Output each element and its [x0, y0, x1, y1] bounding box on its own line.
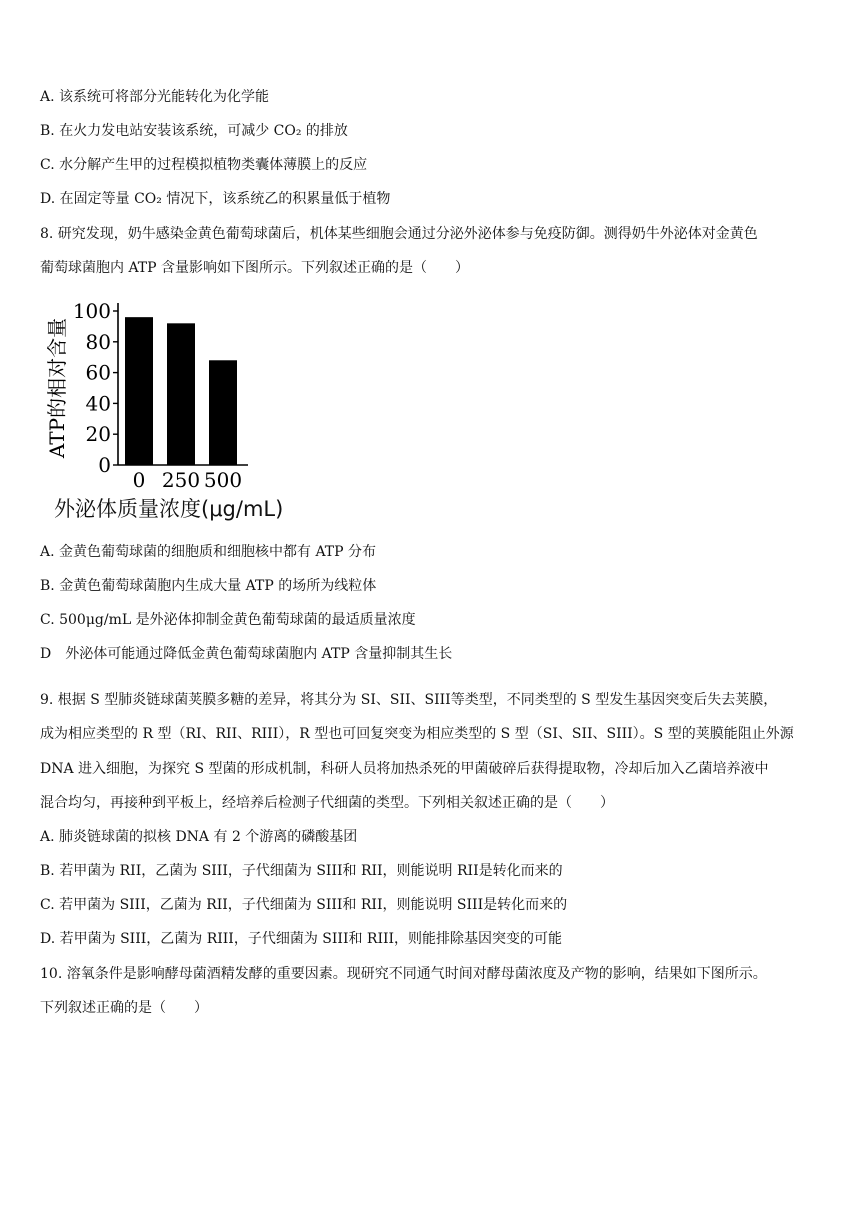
chart-bar-2	[209, 360, 237, 465]
chart-y-tick-label-2: 40	[85, 391, 111, 416]
q10-stem-line1: 10. 溶氧条件是影响酵母菌酒精发酵的重要因素。现研究不同通气时间对酵母菌浓度及产物的影响，结果如下图所示。	[40, 966, 767, 982]
q8-stem-line1: 8. 研究发现，奶牛感染金黄色葡萄球菌后，机体某些细胞会通过分泌外泌体参与免疫防御。测得奶牛外泌体对金黄色	[40, 226, 758, 242]
q9-option-b: B. 若甲菌为 RII，乙菌为 SIII，子代细菌为 SIII和 RII，则能说明 RII是转化而来的	[40, 863, 563, 879]
chart-bar-0	[125, 317, 153, 465]
q9-option-c: C. 若甲菌为 SIII，乙菌为 RII，子代细菌为 SIII和 RII，则能说明 SIII是转化而来的	[40, 897, 568, 913]
q8-option-d: D 外泌体可能通过降低金黄色葡萄球菌胞内 ATP 含量抑制其生长	[40, 646, 453, 662]
q9-stem-line3: DNA 进入细胞，为探究 S 型菌的形成机制，科研人员将加热杀死的甲菌破碎后获得提取物，冷却后加入乙菌培养液中	[40, 761, 769, 777]
chart-y-tick-label-1: 20	[85, 422, 111, 447]
q7-option-c: C. 水分解产生甲的过程模拟植物类囊体薄膜上的反应	[40, 157, 368, 173]
q7-option-a: A. 该系统可将部分光能转化为化学能	[40, 89, 270, 105]
chart-y-tick-label-4: 80	[85, 329, 111, 354]
chart-y-tick-label-0: 0	[98, 453, 111, 477]
q8-stem-line2: 葡萄球菌胞内 ATP 含量影响如下图所示。下列叙述正确的是（ ）	[40, 260, 470, 276]
chart-x-tick-label-1: 250	[161, 468, 201, 492]
q9-stem-line2: 成为相应类型的 R 型（RI、RII、RIII），R 型也可回复突变为相应类型的 S 型（SI、SII、SIII）。S 型的荚膜能阻止外源	[40, 726, 794, 742]
q9-option-d: D. 若甲菌为 SIII，乙菌为 RIII，子代细菌为 SIII和 RIII，则能排除基因突变的可能	[40, 931, 563, 947]
q8-option-c: C. 500μg/mL 是外泌体抑制金黄色葡萄球菌的最适质量浓度	[40, 612, 416, 628]
q9-option-a: A. 肺炎链球菌的拟核 DNA 有 2 个游离的磷酸基团	[40, 829, 358, 845]
chart-y-tick-label-3: 60	[85, 360, 111, 385]
chart-x-tick-label-0: 0	[132, 468, 146, 492]
q10-stem-line2: 下列叙述正确的是（ ）	[40, 1000, 208, 1016]
chart-x-axis-label: 外泌体质量浓度(μg/mL)	[54, 497, 284, 521]
q8-option-a: A. 金黄色葡萄球菌的细胞质和细胞核中都有 ATP 分布	[40, 544, 377, 560]
chart-y-axis-label: ATP的相对含量	[45, 317, 69, 459]
q9-stem-line4: 混合均匀，再接种到平板上，经培养后检测子代细菌的类型。下列相关叙述正确的是（ ）	[40, 795, 614, 811]
chart-y-tick-label-5: 100	[72, 299, 111, 323]
q8-option-b: B. 金黄色葡萄球菌胞内生成大量 ATP 的场所为线粒体	[40, 578, 377, 594]
q7-option-b: B. 在火力发电站安装该系统，可减少 CO₂ 的排放	[40, 123, 348, 139]
atp-bar-chart	[40, 295, 340, 525]
q7-option-d: D. 在固定等量 CO₂ 情况下，该系统乙的积累量低于植物	[40, 191, 391, 207]
chart-bar-1	[167, 323, 195, 465]
q9-stem-line1: 9. 根据 S 型肺炎链球菌荚膜多糖的差异，将其分为 SI、SII、SIII等类型，不同类型的 S 型发生基因突变后失去荚膜，	[40, 692, 778, 708]
chart-x-tick-label-2: 500	[203, 468, 243, 492]
chart-svg	[40, 295, 340, 495]
